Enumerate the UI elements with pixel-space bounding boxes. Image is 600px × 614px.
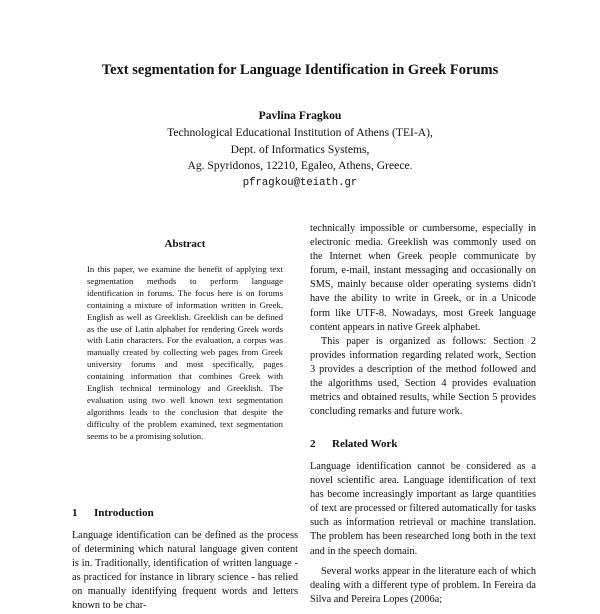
paper-title: Text segmentation for Language Identification in Greek Forums	[101, 62, 499, 78]
author-name: Pavlina Fragkou	[258, 109, 342, 122]
body-paragraph: Several works appear in the literature each of which dealing with a different type of problem. In Fereira da Silva and Pereira Lopes (2006a;	[310, 565, 536, 605]
body-paragraph: This paper is organized as follows: Section 2 provides information regarding related work, Section 3 provides a description of the method followed and the algorithms used, Section 4 provides evaluation metrics and obtained results, while Section 5 provides concluding remarks and future work.	[310, 335, 536, 418]
section-number: 1	[72, 507, 78, 519]
body-paragraph: technically impossible or cumbersome, especially in electronic media. Greeklish was commonly used on the Internet when Greek people communicate by forum, e-mail, instant messaging and occasionally on SMS, mainly because older operating systems didn't have the ability to write in Greek, or in a Unicode form like UTF-8. Nowadays, most Greek language content appears in native Greek alphabet.	[310, 223, 536, 333]
section-title: Introduction	[94, 507, 154, 519]
abstract-text: In this paper, we examine the benefit of applying text segmentation methods to perform language identification in forums. The focus here is on forums containing a mixture of information written in Greek, English as well as Greeklish. Greeklish can be defined as the use of Latin alphabet for rendering Greek words with Latin characters. For the evaluation, a corpus was manually created by collecting web pages from Greek university forums and most specifically, pages containing information that combines Greek with English technical terminology and Greeklish. The evaluation using two well known text segmentation algorithms leads to the conclusion that despite the difficulty of the problem examined, text segmentation seems to be a promising solution.	[87, 264, 283, 441]
abstract-heading: Abstract	[164, 238, 206, 250]
related-work-body	[310, 460, 536, 607]
body-paragraph: Language identification cannot be considered as a novel scientific area. Language identification of text has become increasingly important as large quantities of text are processed or filtered automatically for tasks such as information retrieval or machine translation. The problem has been researched long both in the text and in the speech domain.	[310, 461, 536, 557]
affiliation-line: Technological Educational Institution of Athens (TEI-A),	[167, 125, 433, 139]
introduction-heading	[72, 506, 154, 520]
section-number: 2	[310, 438, 316, 450]
left-column	[72, 238, 298, 443]
related-work-heading	[310, 437, 398, 451]
author-email: pfragkou@teiath.gr	[242, 177, 358, 190]
affiliation-line: Ag. Spyridonos, 12210, Egaleo, Athens, Greece.	[187, 159, 413, 173]
author-block	[0, 108, 600, 192]
section-title: Related Work	[332, 438, 398, 450]
affiliation-line: Dept. of Informatics Systems,	[230, 142, 370, 156]
introduction-text: Language identification can be defined as the process of determining which natural language given content is in. Traditionally, identification of written language - as practiced for instance in library science - has relied on manually identifying frequent words and letters known to be char-	[72, 530, 298, 612]
right-column	[310, 222, 536, 419]
